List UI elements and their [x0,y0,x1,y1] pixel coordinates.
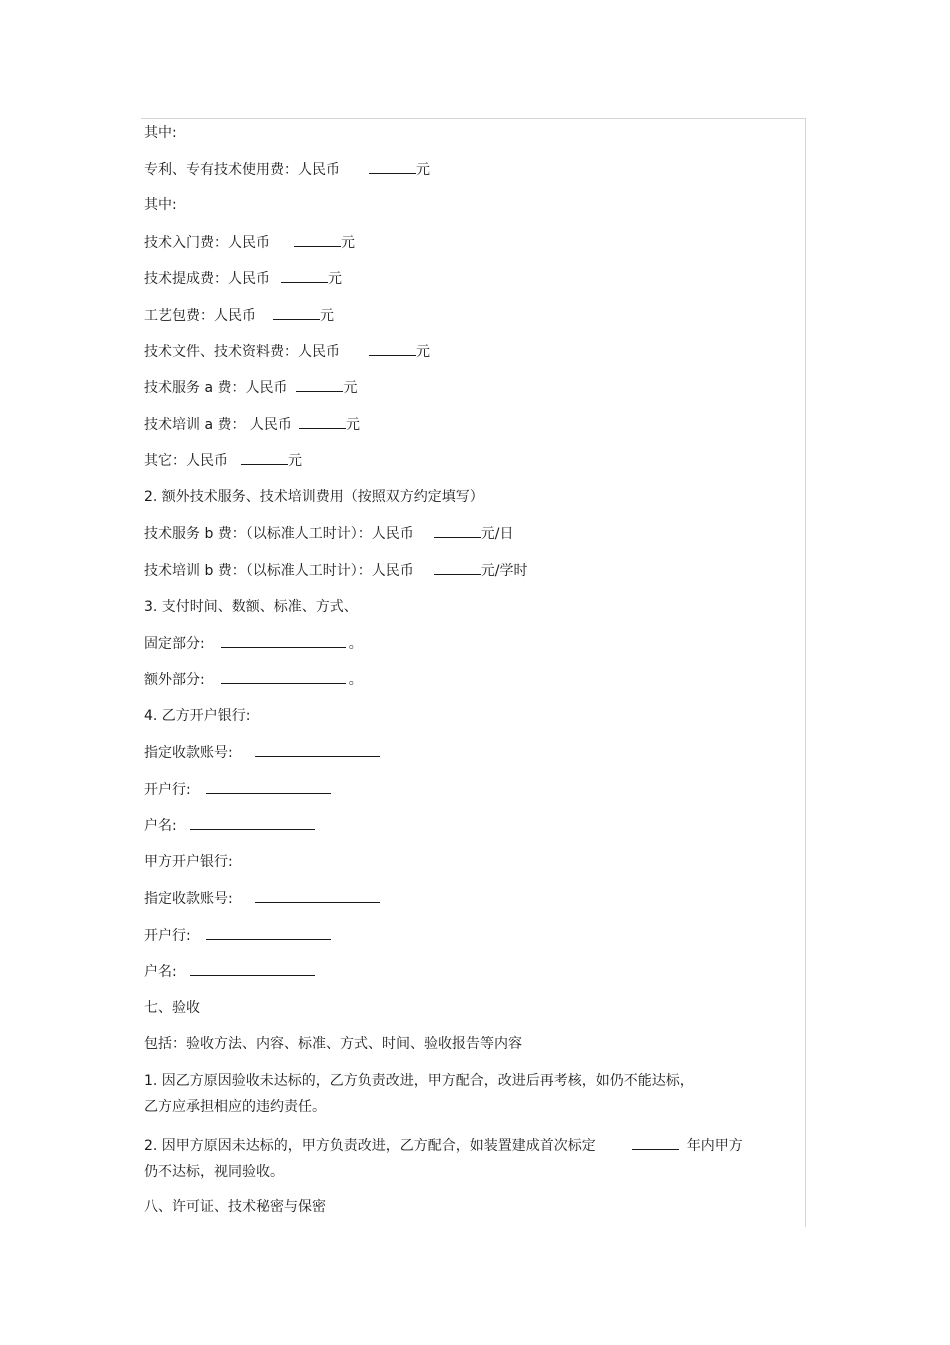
text-line: 2. 因甲方原因未达标的，甲方负责改进，乙方配合，如装置建成首次标定 年内甲方 [144,1138,743,1154]
account-line: 指定收款账号: [144,743,380,762]
text-line: 其中: [144,197,177,213]
fee-training-b-line: 技术培训 b 费：（以标准人工时计）：人民币 元/学时 [144,563,528,579]
fill-blank[interactable] [299,415,346,429]
account-name-line: 户名: [144,816,315,835]
fill-blank[interactable] [206,926,331,940]
fill-blank[interactable] [281,269,328,283]
account-line: 指定收款账号: [144,889,380,908]
fill-blank[interactable] [296,378,343,392]
fill-blank[interactable] [434,561,481,575]
section-heading: 八、许可证、技术秘密与保密 [144,1199,326,1215]
fill-blank[interactable] [221,634,346,648]
section-heading: 甲方开户银行: [144,854,233,870]
fill-blank[interactable] [190,816,315,830]
fill-blank[interactable] [221,670,346,684]
fee-package-line: 工艺包费：人民币 元 [144,308,334,324]
section-heading: 七、验收 [144,1000,200,1016]
extra-part-line: 额外部分: 。 [144,672,363,688]
fill-blank[interactable] [369,160,416,174]
fill-blank[interactable] [206,780,331,794]
fill-blank[interactable] [241,451,288,465]
fee-other-line: 其它：人民币 元 [144,453,302,469]
fixed-part-line: 固定部分: 。 [144,636,363,652]
bank-line: 开户行: [144,926,331,945]
fee-patent-line: 专利、专有技术使用费：人民币 元 [144,162,430,178]
account-name-line: 户名: [144,962,315,981]
fee-entry-line: 技术入门费：人民币 元 [144,235,355,251]
fill-blank[interactable] [190,962,315,976]
fee-royalty-line: 技术提成费：人民币 元 [144,271,342,287]
fill-blank[interactable] [632,1136,679,1150]
section-heading: 3. 支付时间、数额、标准、方式、 [144,599,358,615]
fill-blank[interactable] [369,342,416,356]
fee-docs-line: 技术文件、技术资料费：人民币 元 [144,344,430,360]
fill-blank[interactable] [294,233,341,247]
fee-service-b-line: 技术服务 b 费：（以标准人工时计）：人民币 元/日 [144,526,514,542]
text-line: 乙方应承担相应的违约责任。 [144,1099,326,1115]
text-line: 仍不达标，视同验收。 [144,1164,284,1180]
fill-blank[interactable] [434,524,481,538]
fee-service-a-line: 技术服务 a 费：人民币 元 [144,380,358,396]
fill-blank[interactable] [255,743,380,757]
text-line: 1. 因乙方原因验收未达标的，乙方负责改进，甲方配合，改进后再考核，如仍不能达标， [144,1073,694,1089]
section-heading: 4. 乙方开户银行: [144,708,251,724]
section-heading: 2. 额外技术服务、技术培训费用（按照双方约定填写） [144,489,484,505]
text-line: 包括：验收方法、内容、标准、方式、时间、验收报告等内容 [144,1036,522,1052]
fill-blank[interactable] [273,306,320,320]
bank-line: 开户行: [144,780,331,799]
fill-blank[interactable] [255,889,380,903]
fee-training-a-line: 技术培训 a 费： 人民币 元 [144,417,360,433]
text-line: 其中: [144,125,177,141]
